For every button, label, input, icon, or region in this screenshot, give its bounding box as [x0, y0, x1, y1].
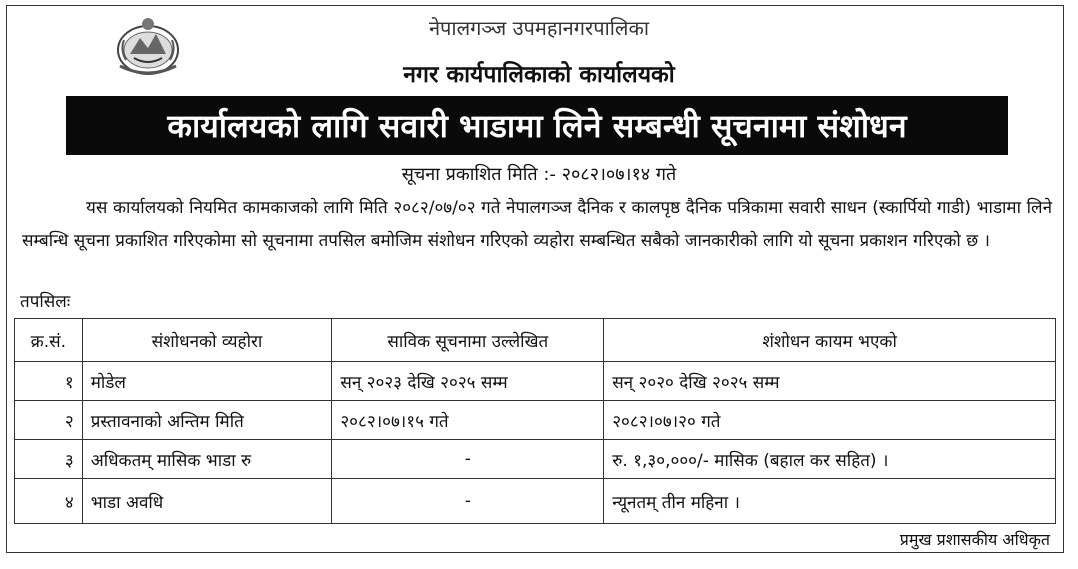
row-amended: न्यूनतम् तीन महिना । — [604, 479, 1056, 524]
table-row — [15, 401, 1056, 440]
header-amended: शंशोधन कायम भएको — [604, 319, 1056, 362]
municipality-name: नेपालगञ्ज उपमहानगरपालिका — [428, 16, 650, 40]
notice-title-text: कार्यालयको लागि सवारी भाडामा लिने सम्बन्धी सूचनामा संशोधन — [167, 107, 907, 145]
notice-body: यस कार्यालयको नियमित कामकाजको लागि मिति २०८२/०७/०२ गते नेपालगञ्ज दैनिक र कालपृष्ठ दैनिक पत्रिकामा सवारी साधन (स्कार्पियो गाडी) भाडामा लिने सम्बन्धि सूचना प्रकाशित गरिएकोमा सो सूचनामा तपसिल बमोजिम संशोधन गरिएको व्यहोरा सम्बन्धित सबैको जानकारीको लागि यो सूचना प्रकाशन गरिएको छ । — [22, 198, 1052, 251]
published-date: सूचना प्रकाशित मिति :- २०८२।०७।१४ गते — [401, 164, 677, 185]
office-name: नगर कार्यपालिकाको कार्यालयको — [403, 62, 675, 88]
table-row — [15, 362, 1056, 401]
row-serial: ४ — [15, 479, 83, 524]
row-subject: मोडेल — [82, 362, 332, 401]
table-row — [15, 479, 1056, 524]
signatory: प्रमुख प्रशासकीय अधिकृत — [899, 530, 1050, 549]
row-serial: ३ — [15, 440, 83, 479]
row-serial: १ — [15, 362, 83, 401]
table-row — [15, 440, 1056, 479]
details-label: तपसिलः — [20, 292, 71, 312]
row-previous: - — [332, 440, 604, 479]
amendment-table — [14, 318, 1056, 524]
notice-title — [66, 96, 1008, 155]
header-serial: क्र.सं. — [15, 319, 83, 362]
row-previous: २०८२।०७।१५ गते — [332, 401, 604, 440]
row-amended: रु. १,३०,०००/- मासिक (बहाल कर सहित) । — [604, 440, 1056, 479]
row-subject: अधिकतम् मासिक भाडा रु — [82, 440, 332, 479]
row-amended: सन् २०२० देखि २०२५ सम्म — [604, 362, 1056, 401]
row-serial: २ — [15, 401, 83, 440]
table-header-row — [15, 319, 1056, 362]
row-amended: २०८२।०७।२० गते — [604, 401, 1056, 440]
header-subject: संशोधनको व्यहोरा — [82, 319, 332, 362]
row-subject: भाडा अवधि — [82, 479, 332, 524]
row-previous: सन् २०२३ देखि २०२५ सम्म — [332, 362, 604, 401]
row-subject: प्रस्तावनाको अन्तिम मिति — [82, 401, 332, 440]
header-previous: साविक सूचनामा उल्लेखित — [332, 319, 604, 362]
row-previous: - — [332, 479, 604, 524]
